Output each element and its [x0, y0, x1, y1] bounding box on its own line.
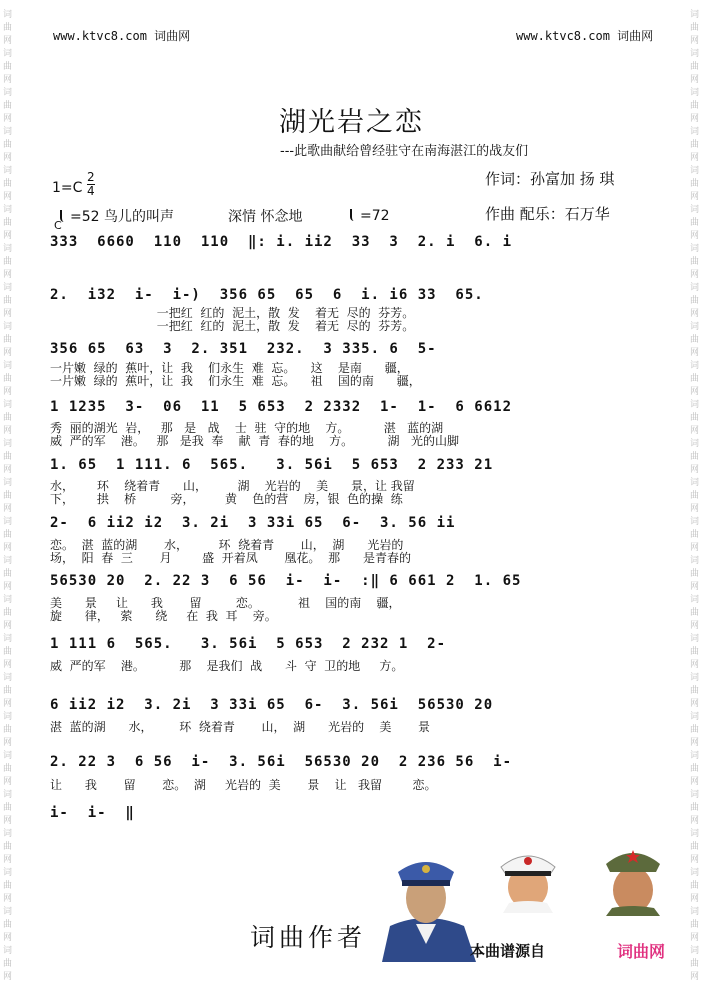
lyricist-credit: 作词：孙富加 扬 琪 — [485, 170, 615, 188]
watermark-glyph: 词 — [690, 712, 700, 722]
expression-mark: 深情 怀念地 — [228, 209, 303, 225]
watermark-glyph: 词 — [3, 166, 13, 176]
watermark-glyph: 词 — [3, 205, 13, 215]
watermark-glyph: 词 — [3, 88, 13, 98]
watermark-glyph: 曲 — [690, 218, 700, 228]
watermark-glyph: 曲 — [690, 140, 700, 150]
watermark-glyph: 词 — [690, 439, 700, 449]
watermark-glyph: 词 — [3, 244, 13, 254]
watermark-glyph: 网 — [690, 660, 700, 670]
watermark-glyph: 网 — [690, 309, 700, 319]
watermark-glyph: 网 — [3, 933, 13, 943]
watermark-glyph: 曲 — [690, 296, 700, 306]
watermark-glyph: 网 — [690, 36, 700, 46]
watermark-glyph: 曲 — [690, 725, 700, 735]
watermark-glyph: 词 — [3, 634, 13, 644]
watermark-glyph: 曲 — [690, 374, 700, 384]
watermark-glyph: 网 — [3, 36, 13, 46]
watermark-glyph: 词 — [690, 829, 700, 839]
watermark-glyph: 网 — [690, 621, 700, 631]
watermark-glyph: 词 — [3, 829, 13, 839]
watermark-glyph: 网 — [690, 777, 700, 787]
watermark-glyph: 词 — [3, 673, 13, 683]
watermark-glyph: 曲 — [690, 764, 700, 774]
watermark-glyph: 网 — [690, 348, 700, 358]
watermark-glyph: 曲 — [690, 413, 700, 423]
watermark-glyph: 网 — [3, 348, 13, 358]
watermark-glyph: 网 — [3, 114, 13, 124]
watermark-glyph: 曲 — [690, 452, 700, 462]
watermark-glyph: 曲 — [3, 686, 13, 696]
score-line-5: 1. 65 1 111. 6 565. 3. 56i 5 653 2 233 21 — [50, 457, 494, 473]
watermark-glyph: 网 — [3, 816, 13, 826]
watermark-glyph: 网 — [3, 699, 13, 709]
watermark-glyph: 曲 — [3, 335, 13, 345]
watermark-glyph: 网 — [3, 75, 13, 85]
watermark-glyph: 词 — [690, 673, 700, 683]
lyric-line-4b: 威 严的军 港。 那 是我 奉 献 青 春的地 方。 湖 光的山脚 — [50, 434, 459, 448]
watermark-glyph: 词 — [690, 244, 700, 254]
time-signature — [87, 171, 95, 198]
watermark-glyph: 曲 — [3, 842, 13, 852]
watermark-glyph: 曲 — [3, 374, 13, 384]
watermark-glyph: 曲 — [3, 413, 13, 423]
watermark-glyph: 词 — [690, 127, 700, 137]
song-subtitle: ---此歌曲献给曾经驻守在南海湛江的战友们 — [280, 144, 529, 159]
watermark-glyph: 网 — [3, 621, 13, 631]
watermark-glyph: 词 — [3, 49, 13, 59]
tempo-main-text: =72 — [360, 208, 390, 224]
watermark-glyph: 曲 — [690, 803, 700, 813]
watermark-glyph: 词 — [3, 712, 13, 722]
watermark-glyph: 词 — [690, 49, 700, 59]
source-brand-link[interactable]: 词曲网 — [617, 942, 666, 961]
time-sig-bottom: 4 — [87, 184, 95, 198]
watermark-glyph: 曲 — [3, 23, 13, 33]
watermark-glyph: 网 — [690, 231, 700, 241]
watermark-glyph: 网 — [690, 933, 700, 943]
watermark-glyph: 词 — [3, 478, 13, 488]
watermark-glyph: 曲 — [690, 62, 700, 72]
watermark-glyph: 曲 — [690, 920, 700, 930]
tempo-intro — [60, 206, 174, 226]
tempo-main — [350, 208, 390, 224]
watermark-glyph: 网 — [3, 660, 13, 670]
watermark-glyph: 曲 — [690, 647, 700, 657]
watermark-glyph: 词 — [3, 283, 13, 293]
key-signature — [52, 180, 82, 196]
watermark-glyph: 网 — [690, 114, 700, 124]
footer-caption: 词曲作者 — [250, 923, 367, 952]
watermark-glyph: 网 — [690, 387, 700, 397]
score-line-7: 56530 20 2. 22 3 6 56 i- i- :‖ 6 661 2 1. 65 — [50, 573, 522, 589]
score-line-10: 2. 22 3 6 56 i- 3. 56i 56530 20 2 236 56 i- — [50, 754, 513, 770]
watermark-glyph: 网 — [3, 309, 13, 319]
time-sig-top: 2 — [87, 170, 95, 184]
watermark-glyph: 网 — [690, 270, 700, 280]
watermark-glyph: 曲 — [3, 764, 13, 774]
lyric-line-10a: 让 我 留 恋。 湖 光岩的 美 景 让 我留 恋。 — [50, 778, 437, 792]
watermark-glyph: 词 — [690, 907, 700, 917]
score-line-4: 1 1235 3- 06 11 5 653 2 2332 1- 1- 6 6612 — [50, 399, 513, 415]
right-watermark-strip — [687, 0, 703, 987]
watermark-glyph: 词 — [3, 751, 13, 761]
key-letter: C — [54, 219, 62, 232]
watermark-glyph: 网 — [3, 192, 13, 202]
watermark-glyph: 网 — [3, 543, 13, 553]
lyric-line-3b: 一片嫩 绿的 蕉叶，让 我 们永生 难 忘。 祖 国的南 疆， — [50, 374, 421, 388]
score-line-1: 333 6660 110 110 ‖: i. ii2 33 3 2. i 6. i — [50, 234, 513, 250]
watermark-glyph: 网 — [690, 153, 700, 163]
watermark-glyph: 网 — [690, 426, 700, 436]
watermark-glyph: 词 — [690, 517, 700, 527]
watermark-glyph: 词 — [690, 205, 700, 215]
key-label: 1=C — [52, 180, 83, 196]
watermark-glyph: 曲 — [3, 218, 13, 228]
watermark-glyph: 网 — [3, 270, 13, 280]
watermark-glyph: 词 — [690, 400, 700, 410]
watermark-glyph: 曲 — [690, 842, 700, 852]
score-line-2: 2. i32 i- i-) 356 65 65 6 i. i6 33 65. — [50, 287, 484, 303]
watermark-glyph: 网 — [690, 192, 700, 202]
lyric-line-8a: 威 严的军 港。 那 是我们 战 斗 守 卫的地 方。 — [50, 659, 404, 673]
tempo-intro-text: =52 鸟儿的叫声 — [70, 209, 174, 225]
watermark-glyph: 词 — [3, 127, 13, 137]
author-photo-2 — [497, 843, 559, 913]
watermark-glyph: 网 — [3, 387, 13, 397]
watermark-glyph: 网 — [690, 504, 700, 514]
watermark-glyph: 词 — [3, 790, 13, 800]
lyric-line-7a: 美 景 让 我 留 恋。 祖 国的南 疆， — [50, 596, 401, 610]
watermark-glyph: 曲 — [690, 686, 700, 696]
header-site-right: www.ktvc8.com 词曲网 — [516, 29, 654, 43]
watermark-glyph: 词 — [3, 907, 13, 917]
watermark-glyph: 网 — [3, 972, 13, 982]
watermark-glyph: 词 — [3, 10, 13, 20]
lyric-line-7b: 旋 律， 萦 绕 在 我 耳 旁。 — [50, 609, 277, 623]
watermark-glyph: 词 — [690, 634, 700, 644]
watermark-glyph: 词 — [690, 595, 700, 605]
watermark-glyph: 词 — [690, 166, 700, 176]
watermark-glyph: 网 — [690, 75, 700, 85]
watermark-glyph: 词 — [3, 556, 13, 566]
watermark-glyph: 曲 — [3, 491, 13, 501]
watermark-glyph: 网 — [3, 426, 13, 436]
watermark-glyph: 网 — [690, 543, 700, 553]
watermark-glyph: 曲 — [3, 959, 13, 969]
lyric-line-5b: 下， 拱 桥 旁， 黄 色的营 房，银 色的操 练 — [50, 492, 403, 506]
watermark-glyph: 词 — [690, 478, 700, 488]
composer-credit: 作曲 配乐：石万华 — [485, 205, 610, 223]
watermark-glyph: 网 — [3, 894, 13, 904]
quarter-note-icon — [350, 209, 358, 221]
score-line-8: 1 111 6 565. 3. 56i 5 653 2 232 1 2- — [50, 636, 447, 652]
watermark-glyph: 词 — [690, 283, 700, 293]
watermark-glyph: 曲 — [3, 803, 13, 813]
watermark-glyph: 曲 — [3, 452, 13, 462]
watermark-glyph: 网 — [690, 972, 700, 982]
watermark-glyph: 网 — [3, 504, 13, 514]
watermark-glyph: 曲 — [690, 881, 700, 891]
lyric-line-2b: 一把红 红的 泥土，散 发 着无 尽的 芬芳。 — [50, 319, 415, 333]
watermark-glyph: 词 — [3, 439, 13, 449]
watermark-glyph: 曲 — [3, 881, 13, 891]
song-title: 湖光岩之恋 — [279, 107, 424, 138]
lyric-line-2a: 一把红 红的 泥土，散 发 着无 尽的 芬芳。 — [50, 306, 415, 320]
watermark-glyph: 网 — [690, 738, 700, 748]
watermark-glyph: 曲 — [3, 530, 13, 540]
watermark-glyph: 曲 — [3, 608, 13, 618]
watermark-glyph: 曲 — [690, 23, 700, 33]
score-line-3: 356 65 63 3 2. 351 232. 3 335. 6 5- — [50, 341, 437, 357]
watermark-glyph: 曲 — [3, 179, 13, 189]
author-photo-3 — [600, 838, 666, 916]
lyric-line-5a: 水， 环 绕着青 山， 湖 光岩的 美 景，让 我留 — [50, 479, 415, 493]
watermark-glyph: 网 — [690, 465, 700, 475]
watermark-glyph: 曲 — [690, 257, 700, 267]
watermark-glyph: 曲 — [3, 101, 13, 111]
lyric-line-6b: 场， 阳 春 三 月 盛 开着凤 凰花。 那 是青春的 — [50, 551, 411, 565]
watermark-glyph: 曲 — [3, 569, 13, 579]
watermark-glyph: 词 — [3, 517, 13, 527]
lyric-line-6a: 恋。 湛 蓝的湖 水， 环 绕着青 山， 湖 光岩的 — [50, 538, 404, 552]
watermark-glyph: 词 — [3, 595, 13, 605]
watermark-glyph: 曲 — [690, 608, 700, 618]
watermark-glyph: 网 — [690, 699, 700, 709]
source-label: 本曲谱源自 — [470, 942, 546, 960]
watermark-glyph: 词 — [690, 868, 700, 878]
watermark-glyph: 网 — [3, 738, 13, 748]
watermark-glyph: 曲 — [690, 569, 700, 579]
watermark-glyph: 词 — [690, 88, 700, 98]
watermark-glyph: 网 — [3, 231, 13, 241]
quarter-note-icon — [60, 210, 68, 222]
score-line-6: 2- 6 ii2 i2 3. 2i 3 33i 65 6- 3. 56 ii — [50, 515, 456, 531]
watermark-glyph: 曲 — [690, 491, 700, 501]
watermark-glyph: 网 — [3, 153, 13, 163]
watermark-glyph: 曲 — [690, 959, 700, 969]
watermark-glyph: 曲 — [690, 179, 700, 189]
header-site-left: www.ktvc8.com 词曲网 — [53, 29, 191, 43]
watermark-glyph: 曲 — [3, 296, 13, 306]
watermark-glyph: 词 — [690, 322, 700, 332]
watermark-glyph: 词 — [690, 10, 700, 20]
watermark-glyph: 曲 — [3, 725, 13, 735]
watermark-glyph: 词 — [690, 946, 700, 956]
score-line-11: i- i- ‖ — [50, 805, 135, 821]
watermark-glyph: 曲 — [3, 920, 13, 930]
watermark-glyph: 曲 — [690, 530, 700, 540]
watermark-glyph: 词 — [3, 946, 13, 956]
watermark-glyph: 词 — [3, 400, 13, 410]
watermark-glyph: 网 — [3, 582, 13, 592]
watermark-glyph: 曲 — [3, 647, 13, 657]
watermark-glyph: 网 — [690, 855, 700, 865]
watermark-glyph: 曲 — [690, 101, 700, 111]
watermark-glyph: 网 — [3, 855, 13, 865]
watermark-glyph: 网 — [690, 816, 700, 826]
watermark-glyph: 词 — [690, 790, 700, 800]
author-photo-1 — [372, 838, 480, 962]
watermark-glyph: 网 — [690, 582, 700, 592]
watermark-glyph: 网 — [690, 894, 700, 904]
watermark-glyph: 词 — [3, 322, 13, 332]
watermark-glyph: 词 — [3, 868, 13, 878]
watermark-glyph: 词 — [690, 556, 700, 566]
watermark-glyph: 曲 — [690, 335, 700, 345]
watermark-glyph: 词 — [690, 361, 700, 371]
score-line-9: 6 ii2 i2 3. 2i 3 33i 65 6- 3. 56i 56530 20 — [50, 697, 494, 713]
watermark-glyph: 曲 — [3, 257, 13, 267]
watermark-glyph: 网 — [3, 465, 13, 475]
watermark-glyph: 曲 — [3, 140, 13, 150]
watermark-glyph: 曲 — [3, 62, 13, 72]
lyric-line-9a: 湛 蓝的湖 水， 环 绕着青 山， 湖 光岩的 美 景 — [50, 720, 431, 734]
lyric-line-4a: 秀 丽的湖光 岩， 那 是 战 士 驻 守的地 方。 湛 蓝的湖 — [50, 421, 444, 435]
watermark-glyph: 词 — [690, 751, 700, 761]
lyric-line-3a: 一片嫩 绿的 蕉叶，让 我 们永生 难 忘。 这 是南 疆， — [50, 361, 409, 375]
left-watermark-strip — [0, 0, 16, 987]
watermark-glyph: 词 — [3, 361, 13, 371]
watermark-glyph: 网 — [3, 777, 13, 787]
